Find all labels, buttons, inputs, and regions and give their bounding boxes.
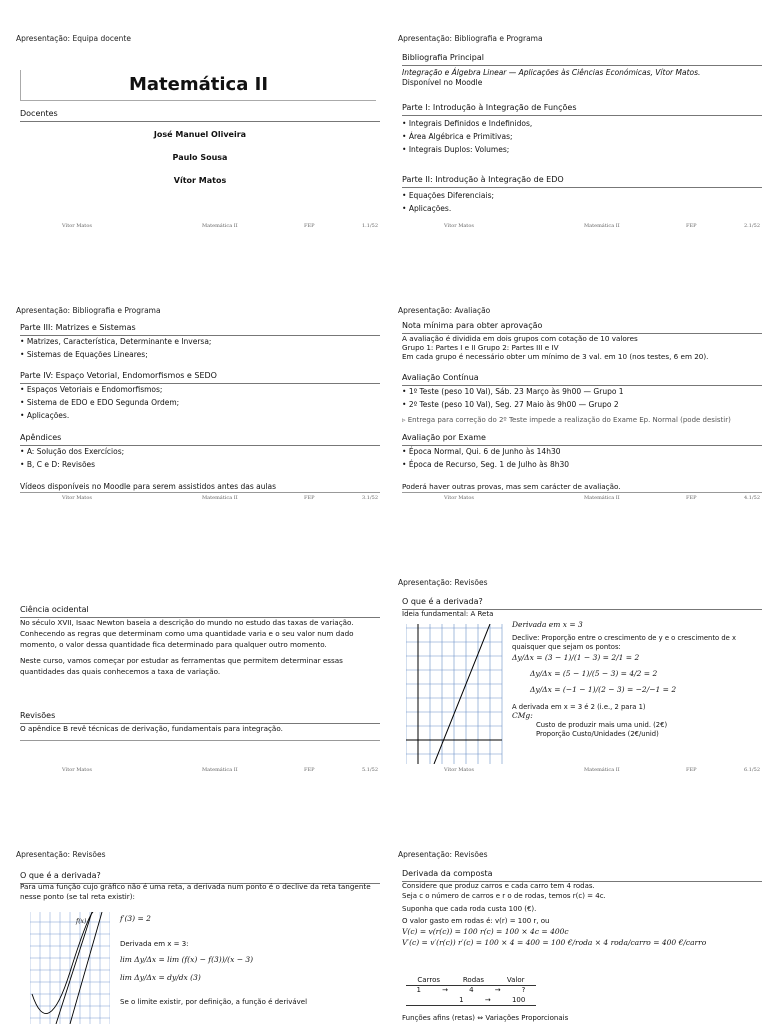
slide-8 [396,846,766,1024]
slide-header: Apresentação: Revisões [398,850,488,859]
list-item: • 1º Teste (peso 10 Val), Sáb. 23 Março às 9h00 — Grupo 1 [402,387,624,396]
slide-footer [14,220,384,232]
equation: Δy/Δx = (5 − 1)/(5 − 3) = 4/2 = 2 [530,669,658,679]
footer-course: Matemática II [202,223,238,229]
bib-body [402,68,762,88]
videos-note: Vídeos disponíveis no Moodle para serem assistidos antes das aulas [20,482,380,493]
slide-7 [14,846,384,1024]
declive-text: Declive: Proporção entre o crescimento de y e o crescimento de x quaisquer que sejam os pontos: [512,633,736,651]
continuous-list [402,384,762,410]
slide-1 [14,30,384,234]
exam-list [402,444,762,470]
part1-list [402,116,762,155]
block-title: Nota mínima para obter aprovação [402,320,762,334]
block-title: Revisões [20,710,380,724]
list-item: • Integrais Duplos: Volumes; [402,145,510,155]
derivative-explanation [512,620,762,739]
slide-footer: Vítor Matos Matemática II FEP 3.1/52 [62,495,378,501]
list-item: • Sistemas de Equações Lineares; [20,350,148,360]
slide-header: Apresentação: Bibliografia e Programa [398,34,543,43]
list-item: • Espaços Vetoriais e Endomorfismos; [20,385,163,394]
person: José Manuel Oliveira [153,130,247,139]
footer-author: Vítor Matos [62,223,92,229]
title-box [20,70,376,101]
block-title: O que é a derivada? [402,596,762,610]
slide-4 [396,302,766,506]
block-title: O que é a derivada? [20,870,380,884]
cmg-label: CMg: [512,711,533,721]
line-graph [406,624,506,764]
part4-list [20,382,380,421]
footer-page: 1.1/52 [362,223,378,229]
other-note: Poderá haver outras provas, mas sem carácter de avaliação. [402,482,762,493]
list-item: • A: Solução dos Exercícios; [20,447,125,456]
people-list [20,130,380,186]
grade-text: A avaliação é dividida em dois grupos com cotação de 10 valores Grupo 1: Partes I e II Grupo 2: Partes III e IV Em cada grupo é necessário obter um mínimo de 3 val. em 10 (nos testes, 6 em 20). [402,334,709,361]
equation: Δy/Δx = (3 − 1)/(1 − 3) = 2/1 = 2 [512,653,640,663]
list-item: • Aplicações. [402,204,452,214]
warning-note: ▹ Entrega para correção do 2º Teste impede a realização do Exame Ep. Normal (pode desistir) [402,416,731,424]
block-title: Parte I: Introdução à Integração de Funções [402,102,762,116]
conclusion: A derivada em x = 3 é 2 (i.e., 2 para 1) [512,702,646,711]
slide-header: Apresentação: Revisões [16,850,106,859]
bib-reference: Integração e Álgebra Linear — Aplicações às Ciências Económicas, Vítor Matos. [402,68,701,77]
slide-5 [14,574,384,778]
block-title: Derivada da composta [402,868,762,882]
person: Vítor Matos [173,175,227,185]
review-text: O apêndice B revê técnicas de derivação, fundamentais para integração. [20,724,380,741]
affine-note: Funções afins (retas) ⇔ Variações Proporcionais [402,1014,569,1022]
slide-footer: Vítor Matos Matemática II FEP 5.1/52 [62,767,378,773]
slide-footer: Vítor Matos Matemática II FEP 2.1/52 [444,223,760,229]
composite-text: Considere que produz carros e cada carro tem 4 rodas. Seja c o número de carros e r o de rodas, temos r(c) = 4c. Suponha que cada roda custa 100 (€). O valor gasto em rodas é: v(r) = 100 r, ou V(c) = v(r(c)) = 100 r(c) = 100 × 4c = 400c V′(c) = v′(r(c)) r′(c) = 100 × 4 = 400 = 100 €/roda × 4 roda/carro = 400 €/carro [402,882,707,947]
slide-header: Apresentação: Equipa docente [16,34,131,43]
block-title: Parte II: Introdução à Integração de EDO [402,174,762,188]
block-title: Apêndices [20,432,380,446]
idea-line: Ideia fundamental: A Reta [402,610,494,618]
list-item: • Área Algébrica e Primitivas; [402,132,513,142]
list-item: • Matrizes, Característica, Determinante e Inversa; [20,337,212,346]
block-title: Parte IV: Espaço Vetorial, Endomorfismos e SEDO [20,370,380,384]
table-head: Carros Rodas Valor [406,976,536,986]
list-item: • Sistema de EDO e EDO Segunda Ordem; [20,398,180,408]
slide-title: Matemática II [128,73,269,95]
list-item: • Aplicações. [20,411,70,421]
block-title: Ciência ocidental [20,604,380,618]
slide-header: Apresentação: Revisões [398,578,488,587]
science-text: No século XVII, Isaac Newton baseia a descrição do mundo no estudo das taxas de variação. Conhecendo as regras que determinam como uma quantidade varia e o seu valor num dado momento, o valor dessa quantidade fica determinado para qualquer outro momento. Neste curso, vamos começar por estudar as ferramentas que permitem determinar essas quantidades das quais conhecemos a taxa de variação. [20,618,354,677]
block-title: Avaliação Contínua [402,372,762,386]
person: Paulo Sousa [172,152,228,162]
cmg-line: Custo de produzir mais uma unid. (2€) [536,721,668,730]
limit-eq: lim Δy/Δx = lim (f(x) − f(3))/(x − 3) [120,954,254,964]
slide-2 [396,30,766,234]
table-row: 1 → 100 [406,996,536,1006]
cars-table [406,976,536,1006]
list-item: • Equações Diferenciais; [402,191,495,200]
list-item: • Época Normal, Qui. 6 de Junho às 14h30 [402,447,561,456]
list-item: • Época de Recurso, Seg. 1 de Julho às 8h30 [402,460,570,470]
bib-availability: Disponível no Moodle [402,78,483,88]
slide-footer: Vítor Matos Matemática II FEP 4.1/52 [444,495,760,501]
cmg-line: Proporção Custo/Unidades (2€/unid) [536,730,659,739]
footer-school: FEP [304,223,315,229]
part2-list [402,188,762,214]
derivative-at-3: Derivada em x = 3 [512,620,583,629]
slide-3 [14,302,384,506]
slide-6 [396,574,766,778]
appendix-list [20,444,380,470]
equation: Δy/Δx = (−1 − 1)/(2 − 3) = −2/−1 = 2 [530,684,677,694]
limit-eq: lim Δy/Δx = dy/dx (3) [120,972,201,982]
f-prime-3: f′(3) = 2 [120,914,151,923]
part3-list [20,334,380,360]
derivative-at-3: Derivada em x = 3: [120,939,189,948]
slide-header: Apresentação: Bibliografia e Programa [16,306,161,315]
list-item: • Integrais Definidos e Indefinidos, [402,119,533,128]
slide-header: Apresentação: Avaliação [398,306,491,315]
fx-label: f(x) [76,918,87,925]
table-row: 1 → 4 → ? [416,986,526,995]
block-title: Parte III: Matrizes e Sistemas [20,322,380,336]
intro-text: Para uma função cujo gráfico não é uma reta, a derivada num ponto é o declive da reta tangente nesse ponto (se tal reta existir): [20,882,371,901]
derivative-text [120,914,380,1007]
block-title: Bibliografia Principal [402,52,762,66]
block-title-docentes: Docentes [20,108,380,122]
block-title: Avaliação por Exame [402,432,762,446]
curve-graph [30,912,110,1024]
exist-note: Se o limite existir, por definição, a função é derivável [120,998,308,1007]
slide-footer: Vítor Matos Matemática II FEP 6.1/52 [444,767,760,773]
list-item: • B, C e D: Revisões [20,460,96,470]
list-item: • 2º Teste (peso 10 Val), Seg. 27 Maio às 9h00 — Grupo 2 [402,400,619,410]
